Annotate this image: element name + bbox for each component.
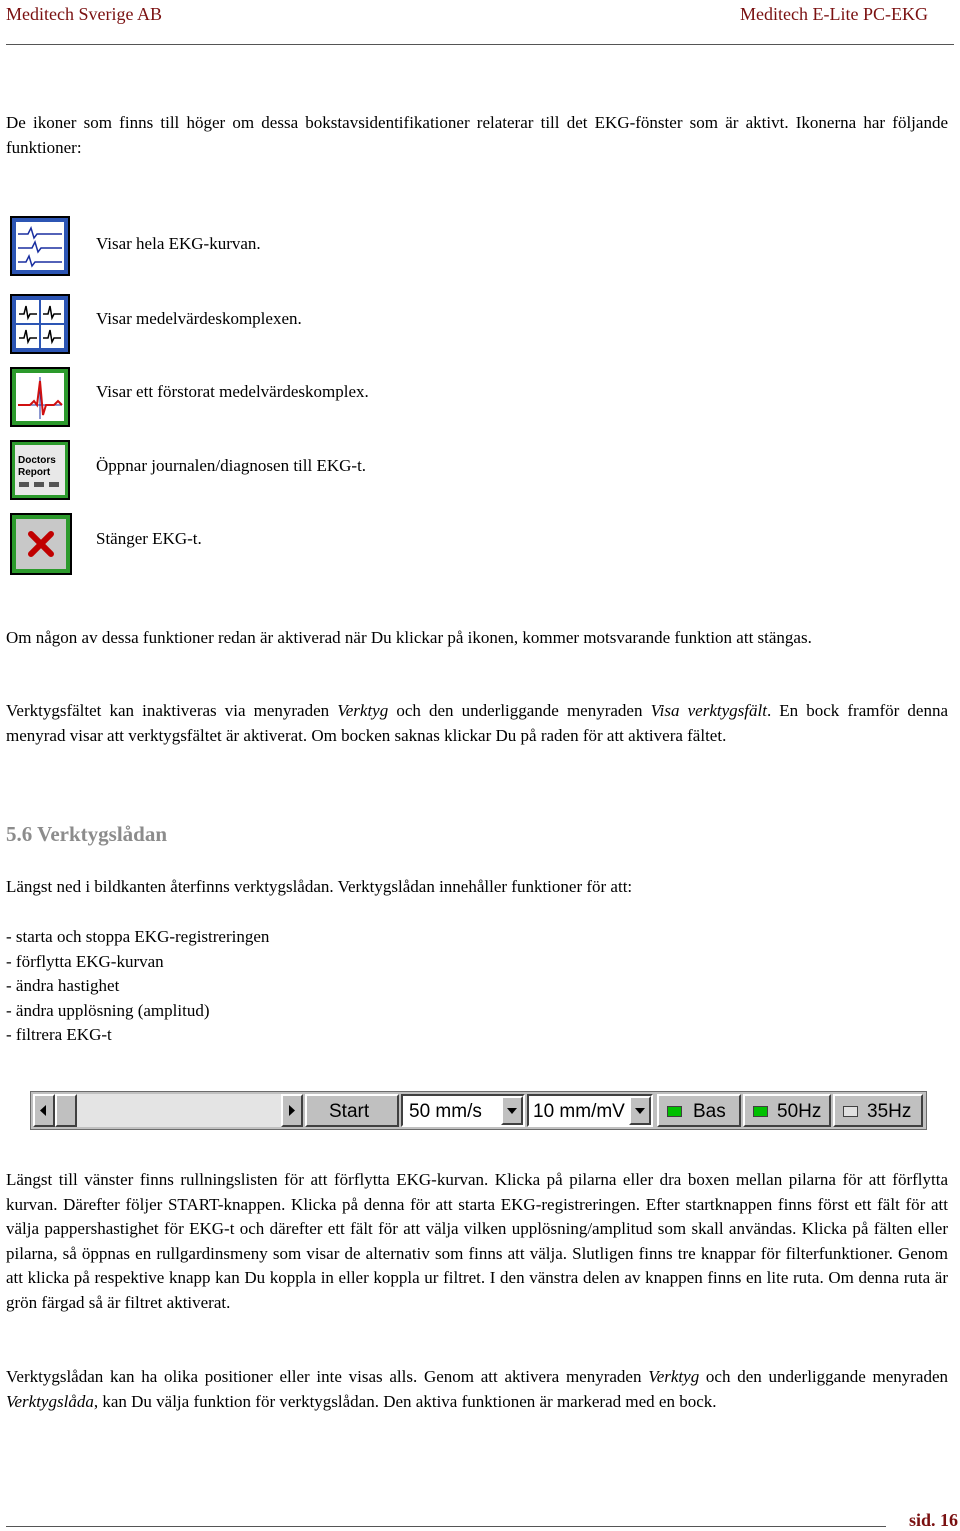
scroll-right-button[interactable] xyxy=(281,1094,303,1127)
intro-paragraph: De ikoner som finns till höger om dessa bokstavsidentifikationer relaterar till det EKG-fönster som är aktivt. Ikonerna har följande funktioner: xyxy=(6,113,948,157)
paragraph-toolbox-intro: Längst ned i bildkanten återfinns verktygslådan. Verktygslådan innehåller funktioner för att: xyxy=(6,877,633,896)
amplitude-select-value: 10 mm/mV xyxy=(533,1101,625,1122)
paragraph-toolbox-position: Verktygslådan kan ha olika positioner eller inte visas alls. Genom att aktivera menyraden Verktyg och den underliggande menyraden Verktygslåda, kan Du välja funktion för verktygslådan. Den aktiva funktionen är markerad med en bock. xyxy=(6,1367,948,1411)
icon-label-close: Stänger EKG-t. xyxy=(96,529,202,548)
speed-select-value: 50 mm/s xyxy=(409,1101,482,1122)
chevron-down-icon xyxy=(631,1098,649,1123)
header-rule xyxy=(6,44,954,45)
filter-label-35hz: 35Hz xyxy=(867,1101,912,1122)
list-item: - starta och stoppa EKG-registreringen xyxy=(6,927,270,946)
toolbox-bar xyxy=(30,1091,927,1130)
list-item: - förflytta EKG-kurvan xyxy=(6,951,164,971)
filter-led-bas xyxy=(667,1106,682,1117)
list-item: - ändra hastighet xyxy=(6,976,120,995)
arrow-left-icon xyxy=(35,1096,53,1125)
icon-label-enlarged-complex: Visar ett förstorat medelvärdeskomplex. xyxy=(96,382,369,401)
filter-button-50hz[interactable] xyxy=(743,1094,831,1127)
header-product: Meditech E-Lite PC-EKG xyxy=(740,4,928,24)
header-company: Meditech Sverige AB xyxy=(6,4,162,24)
enlarged-complex-icon xyxy=(10,367,70,427)
amplitude-dropdown-button[interactable] xyxy=(629,1096,651,1125)
icon-label-median-complexes: Visar medelvärdeskomplexen. xyxy=(96,309,302,328)
speed-dropdown-button[interactable] xyxy=(501,1096,523,1125)
function-list xyxy=(6,925,269,1048)
filter-button-35hz[interactable] xyxy=(833,1094,923,1127)
amplitude-select[interactable] xyxy=(527,1094,653,1127)
list-item: - ändra upplösning (amplitud) xyxy=(6,1000,210,1020)
filter-label-50hz: 50Hz xyxy=(777,1101,822,1122)
scroll-thumb[interactable] xyxy=(55,1094,77,1127)
section-heading xyxy=(6,822,167,847)
start-button[interactable] xyxy=(305,1094,399,1127)
close-icon xyxy=(10,513,70,573)
full-ekg-icon xyxy=(10,216,70,276)
page-number: sid. 16 xyxy=(908,1510,958,1530)
doctors-report-icon-line2: Report xyxy=(18,467,51,478)
icon-label-full-ekg: Visar hela EKG-kurvan. xyxy=(96,234,261,253)
section-number: 5.6 xyxy=(6,822,33,846)
median-complexes-icon xyxy=(10,294,70,354)
speed-select[interactable] xyxy=(401,1094,525,1127)
paragraph-toolbox-description: Längst till vänster finns rullningslisten för att förflytta EKG-kurvan. Klicka på pilarna eller dra boxen mellan pilarna för att förflytta kurvan. Därefter följer START-knappen. Klicka på denna för att starta EKG-registreringen. Efter startknappen finns först ett fält för att välja pappershastighet för EKG-t och därefter ett fält för att välja vilken upplösning/amplitud som skall användas. Klicka på fälten eller pilarna, så öppnas en rullgardinsmeny som visar de alternativ som finns att välja. Slutligen finns tre knappar för filterfunktioner. Genom att klicka på respektive knapp kan Du koppla in eller koppla ur filtret. I den vänstra delen av knappen finns en lite ruta. Om denna ruta är grön färgad så är filtret aktiverat. xyxy=(6,1170,948,1312)
section-title: Verktygslådan xyxy=(37,822,168,846)
filter-button-bas[interactable] xyxy=(657,1094,741,1127)
doctors-report-icon xyxy=(10,440,70,500)
icon-label-doctors-report: Öppnar journalen/diagnosen till EKG-t. xyxy=(96,456,367,475)
doctors-report-icon-line1: Doctors xyxy=(18,455,56,466)
filter-led-50hz xyxy=(753,1106,768,1117)
list-item: - filtrera EKG-t xyxy=(6,1025,112,1044)
arrow-right-icon xyxy=(283,1096,301,1125)
ekg-scrollbar[interactable] xyxy=(33,1094,303,1127)
start-button-label: Start xyxy=(329,1101,370,1122)
filter-label-bas: Bas xyxy=(693,1101,726,1122)
footer-rule xyxy=(6,1526,886,1527)
filter-led-35hz xyxy=(843,1106,858,1117)
chevron-down-icon xyxy=(503,1098,521,1123)
scroll-left-button[interactable] xyxy=(33,1094,55,1127)
paragraph-toggle-info: Om någon av dessa funktioner redan är aktiverad när Du klickar på ikonen, kommer motsvarande funktion att stängas. xyxy=(6,628,812,647)
paragraph-toolbar-visibility: Verktygsfältet kan inaktiveras via menyraden Verktyg och den underliggande menyraden Visa verktygsfält. En bock framför denna menyrad visar att verktygsfältet är aktiverat. Om bocken saknas klickar Du på raden för att aktivera fältet. xyxy=(6,701,948,745)
